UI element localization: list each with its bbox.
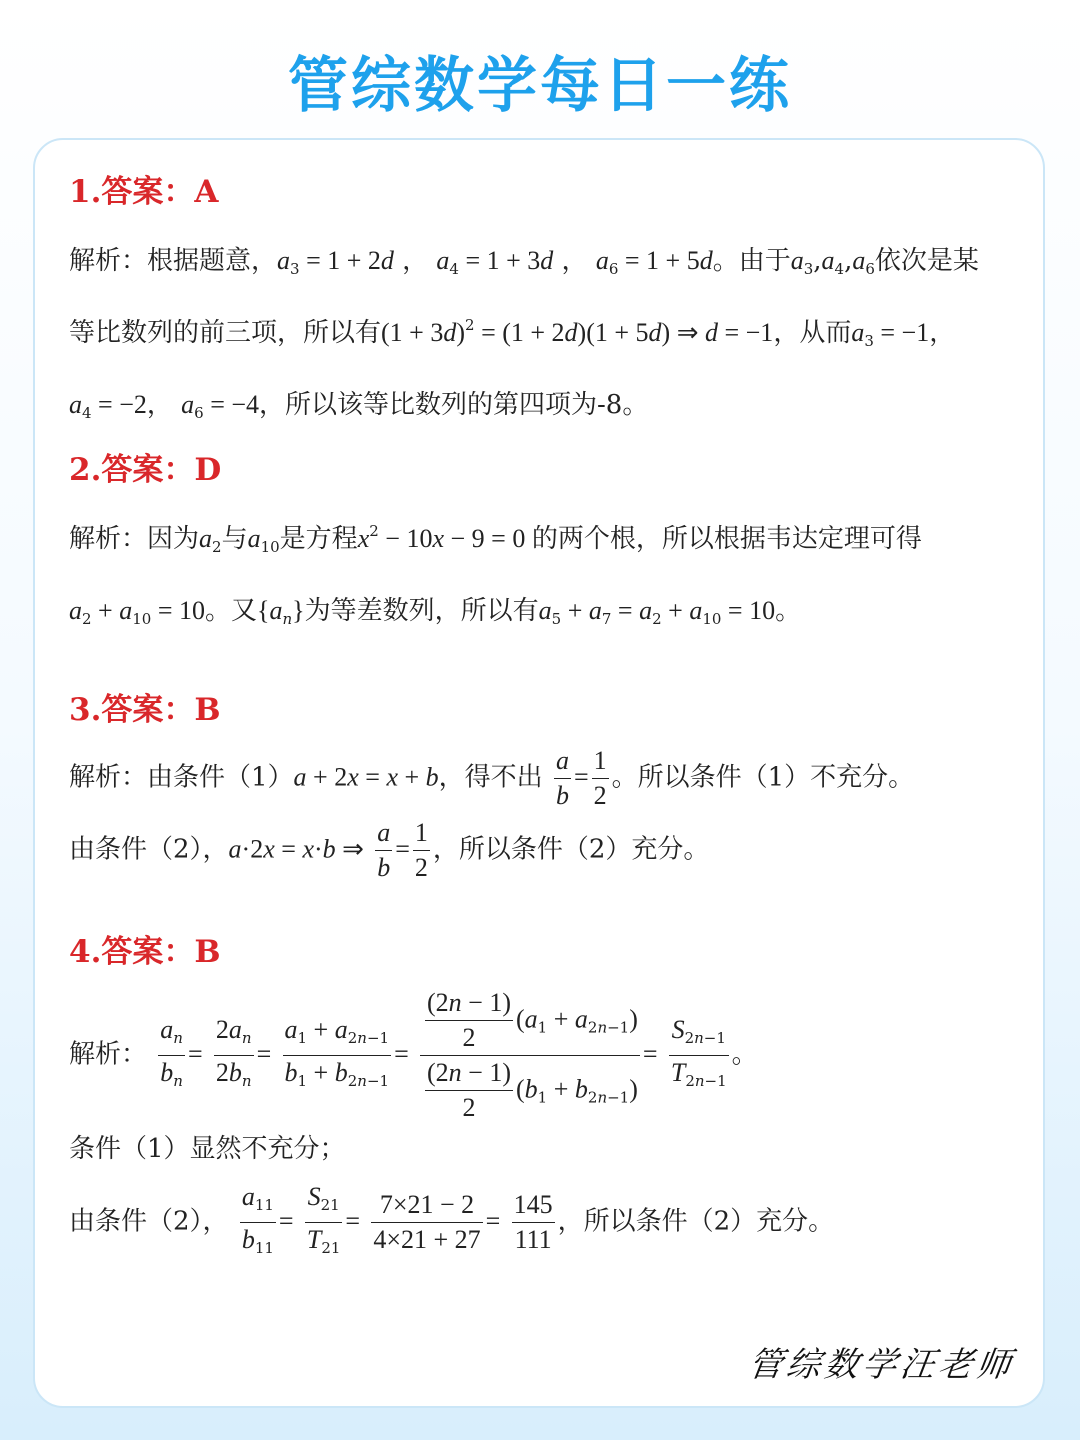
- q4-answer-heading: 4.答案：B: [69, 934, 221, 970]
- q4-line-1: 解析： $\frac{a_n}{b_n}$ = $\frac{2a_n}{2b_n}$ = $\frac{a_1 + a_{2n-1}}{b_1 + b_{2n-1}}$ = $\frac{(2n - 1)}{2}$ $(a_1 + a_{2n-1})$ $\frac{(2n - 1)}{2}$ $(b_1 + b_{2n-1})$ = $\frac{S_{2n-1}}{T_{2n-1}}$ 。: [69, 988, 758, 1122]
- q4-line-2: 条件（1）显然不充分；: [69, 1134, 346, 1164]
- q2-line-1: 解析：因为$a_2$与$a_{10}$是方程$x^2 - 10x - 9 = 0$ 的两个根，所以根据韦达定理可得: [69, 522, 922, 556]
- q4-line-3: 由条件（2）， $\frac{a_{11}}{b_{11}}$ = $\frac{S_{21}}{T_{21}}$ = $\frac{7\times 21 - 2}{4\times 21 + 27}$ = $\frac{145}{111}$ ，所以条件（2）充分。: [69, 1182, 835, 1257]
- q1-line-3: $a_4 = -2$， $a_6 = -4$，所以该等比数列的第四项为-8。: [69, 390, 649, 422]
- q1-line-1: 解析：根据题意，$a_3 = 1 + 2d$ ， $a_4 = 1 + 3d$ ， $a_6 = 1 + 5d$。由于$a_3,a_4,a_6$依次是某: [69, 246, 979, 278]
- q2-answer-heading: 2.答案：D: [69, 452, 222, 488]
- q3-answer-heading: 3.答案：B: [69, 692, 221, 728]
- page-title: 管综数学每日一练: [288, 51, 792, 121]
- q3-line-2: 由条件（2），a·2x = x·b ⇒ $\frac{a}{b}$ = $\frac{1}{2}$ ，所以条件（2）充分。: [69, 818, 710, 882]
- author-signature: 管综数学汪老师: [745, 1345, 1018, 1385]
- q1-line-2: 等比数列的前三项，所以有$(1 + 3d)^2 = (1 + 2d)(1 + 5d)$ ⇒ d = −1，从而$a_3 = -1$，: [69, 316, 956, 350]
- solution-card: [33, 138, 1045, 1408]
- q2-line-2: $a_2 + a_{10} = 10$。又$\{a_n\}$为等差数列，所以有$a_5 + a_7 = a_2 + a_{10} = 10$。: [69, 596, 802, 628]
- q3-line-1: 解析：由条件（1）a + 2x = x + b，得不出 $\frac{a}{b}$ = $\frac{1}{2}$ 。所以条件（1）不充分。: [69, 746, 915, 810]
- q1-answer-heading: 1.答案：A: [69, 174, 219, 210]
